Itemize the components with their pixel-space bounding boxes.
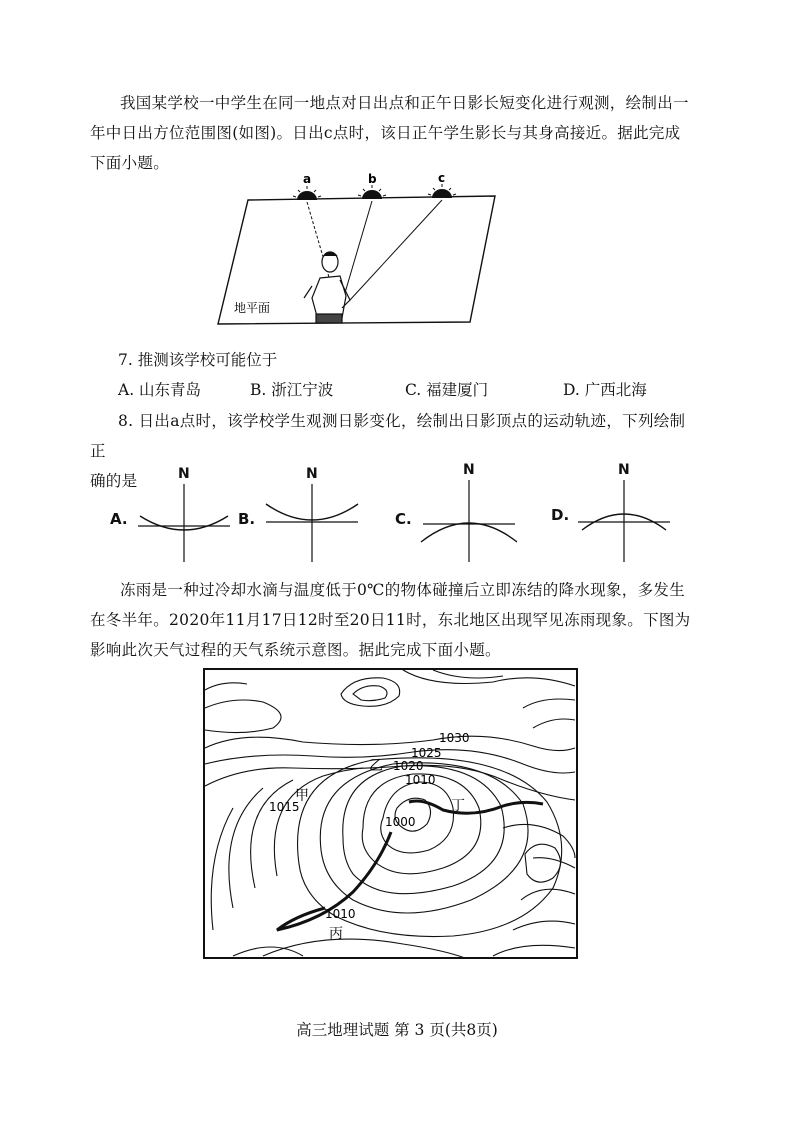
q8-diagram-d[interactable]: [570, 478, 680, 564]
page-footer: 高三地理试题 第 3 页(共8页): [296, 1021, 498, 1039]
intro1-line3: 下面小题。: [90, 154, 170, 172]
q8-option-c-label[interactable]: C.: [395, 510, 412, 528]
q8-a-north: N: [178, 466, 190, 482]
q8-option-b-label[interactable]: B.: [238, 510, 256, 528]
isobar-label-1015: 1015: [269, 800, 300, 814]
q8-line1: 8. 日出a点时，该学校学生观测日影变化，绘制出日影顶点的运动轨迹，下列绘制正: [90, 412, 686, 460]
student-figure: [304, 252, 350, 323]
place-jia: 甲: [295, 788, 309, 804]
q7-option-b[interactable]: B. 浙江宁波: [250, 381, 334, 399]
isobar-label-1025: 1025: [411, 746, 442, 760]
sun-b: [358, 185, 386, 199]
q8-c-north: N: [463, 462, 475, 478]
q8-diagram-b[interactable]: [258, 482, 368, 564]
place-ding: 丁: [451, 798, 465, 814]
intro1-line2: 年中日出方位范围图(如图)。日出c点时，该日正午学生影长与其身高接近。据此完成: [90, 124, 681, 142]
intro1-line1: 我国某学校一中学生在同一地点对日出点和正午日影长短变化进行观测，绘制出一: [120, 94, 689, 112]
q7-option-a[interactable]: A. 山东青岛: [118, 381, 202, 399]
isobar-label-1010-bottom: 1010: [325, 907, 356, 921]
q8-d-north: N: [618, 462, 630, 478]
sun-b-label: b: [368, 172, 377, 186]
sun-c: [428, 184, 456, 198]
intro-paragraph-2: [90, 575, 700, 665]
horizon-label: 地平面: [234, 301, 271, 315]
q8-option-d-label[interactable]: D.: [551, 506, 570, 524]
intro-paragraph-1: [90, 88, 700, 178]
q7-option-d[interactable]: D. 广西北海: [563, 381, 647, 399]
isobar-label-1030: 1030: [439, 731, 470, 745]
q8-option-a-label[interactable]: A.: [110, 510, 128, 528]
question-7-stem: 7. 推测该学校可能位于: [118, 351, 278, 369]
isobar-label-1010-top: 1010: [405, 773, 436, 787]
intro2-line1: 冻雨是一种过冷却水滴与温度低于0℃的物体碰撞后立即冻结的降水现象，多发生: [120, 581, 686, 599]
q8-diagram-c[interactable]: [415, 478, 525, 564]
q7-option-c[interactable]: C. 福建厦门: [405, 381, 489, 399]
isobar-label-1000: 1000: [385, 815, 416, 829]
place-bing: 丙: [329, 926, 343, 942]
sun-a-label: a: [303, 172, 312, 186]
intro2-line3: 影响此次天气过程的天气系统示意图。据此完成下面小题。: [90, 641, 501, 659]
q8-line2: 确的是: [90, 472, 138, 490]
q8-diagram-a[interactable]: [130, 482, 240, 564]
weather-system-map: [203, 668, 579, 960]
q8-b-north: N: [306, 466, 318, 482]
intro2-line2: 在冬半年。2020年11月17日12时至20日11时，东北地区出现罕见冻雨现象。下图为: [90, 611, 691, 629]
sunrise-figure: [200, 168, 505, 330]
isobar-label-1020: 1020: [393, 759, 424, 773]
sun-c-label: c: [438, 171, 446, 185]
place-yi: 乙: [369, 758, 383, 774]
sun-a: [293, 186, 321, 200]
